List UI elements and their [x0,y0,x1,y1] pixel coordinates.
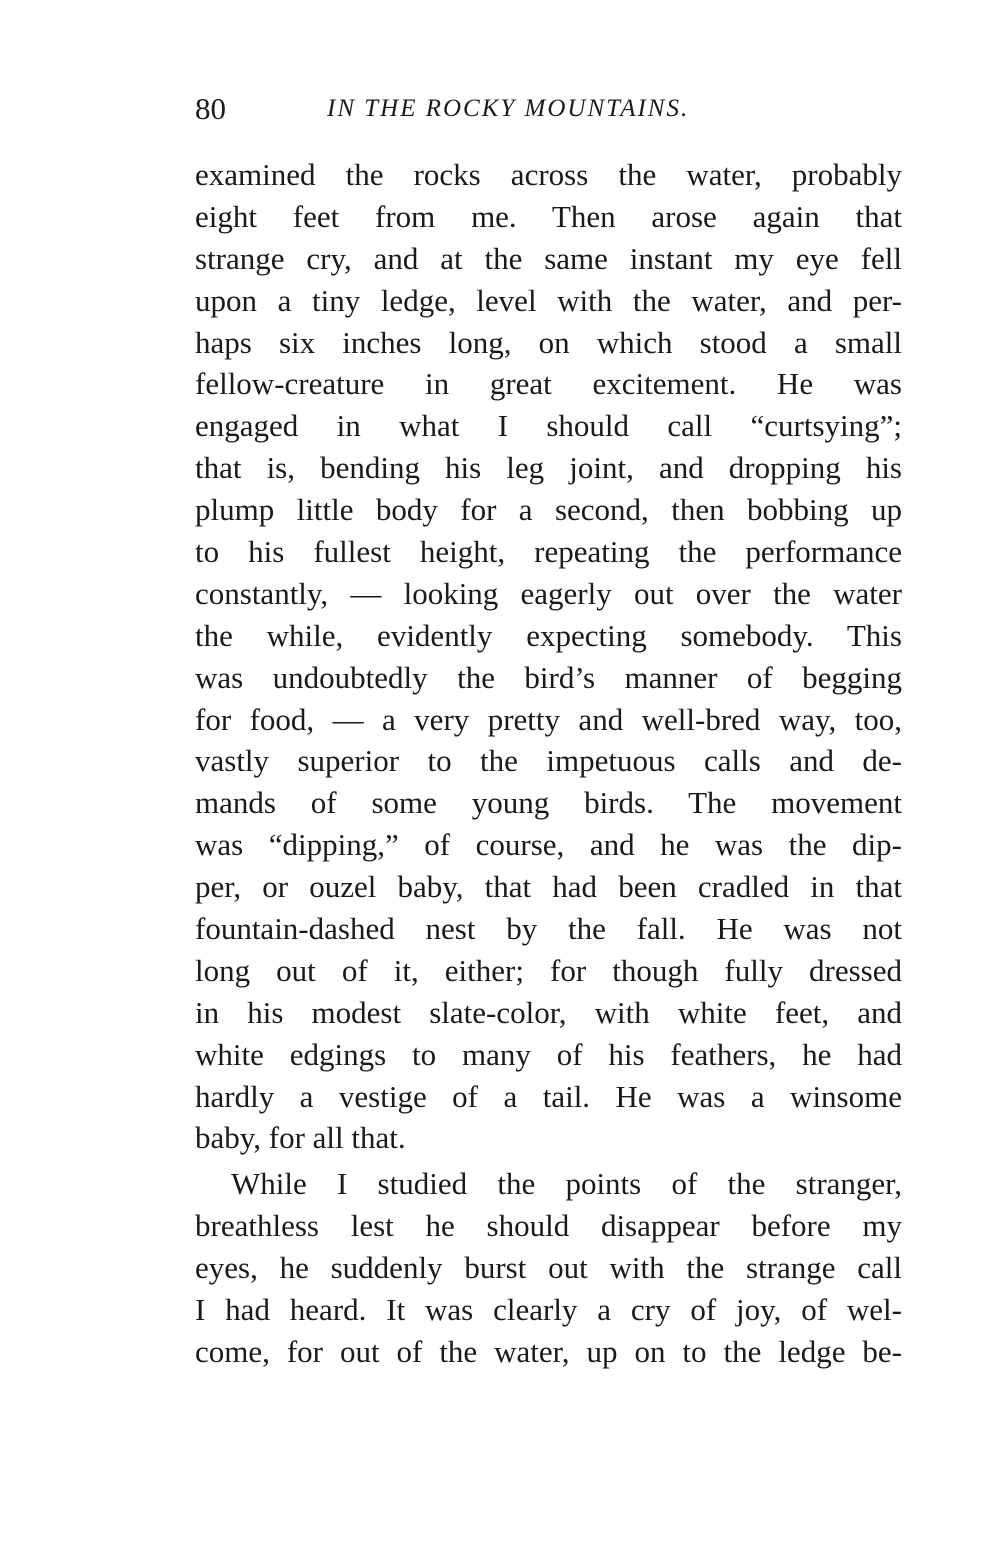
text-line: to his fullest height, repeating the performance [195,534,902,570]
paragraph-1 [195,154,902,1159]
text-line: breathless lest he should disappear before my [195,1208,902,1244]
text-line: fountain-dashed nest by the fall. He was not [195,911,902,947]
text-line: vastly superior to the impetuous calls and de- [195,743,902,779]
text-line: plump little body for a second, then bobbing up [195,492,902,528]
body-text [195,154,902,1373]
text-line: fellow-creature in great excitement. He was [195,366,902,402]
text-line: eight feet from me. Then arose again that [195,198,902,234]
text-line: examined the rocks across the water, probably [195,157,902,192]
text-line: was undoubtedly the bird’s manner of begging [195,659,902,695]
text-line: long out of it, either; for though fully dressed [195,952,902,988]
text-line: eyes, he suddenly burst out with the strange call [195,1250,902,1286]
page-number: 80 [195,91,226,126]
text-line: was “dipping,” of course, and he was the dip- [195,827,902,863]
text-line: I had heard. It was clearly a cry of joy, of wel- [195,1292,902,1328]
text-line: haps six inches long, on which stood a small [195,324,902,360]
text-line: constantly, — looking eagerly out over the water [195,575,902,611]
text-line: for food, — a very pretty and well-bred way, too, [195,701,902,737]
text-line: strange cry, and at the same instant my eye fell [195,240,902,276]
text-line: mands of some young birds. The movement [195,785,902,821]
text-line: in his modest slate-color, with white feet, and [195,994,902,1030]
page-header [195,84,907,134]
text-line: white edgings to many of his feathers, he had [195,1036,902,1072]
running-head: IN THE ROCKY MOUNTAINS. [327,95,690,122]
text-line: that is, bending his leg joint, and dropping his [195,450,902,486]
text-line: per, or ouzel baby, that had been cradled in that [195,869,902,905]
text-line: engaged in what I should call “curtsying”; [195,408,902,444]
text-line: hardly a vestige of a tail. He was a winsome [195,1078,902,1114]
text-line: upon a tiny ledge, level with the water, and per- [195,282,902,318]
text-line: While I studied the points of the stranger, [231,1166,902,1202]
text-line: the while, evidently expecting somebody. This [195,617,902,653]
text-line: come, for out of the water, up on to the ledge be- [195,1333,902,1369]
paragraph-2 [195,1163,902,1372]
text-line: baby, for all that. [195,1120,406,1156]
